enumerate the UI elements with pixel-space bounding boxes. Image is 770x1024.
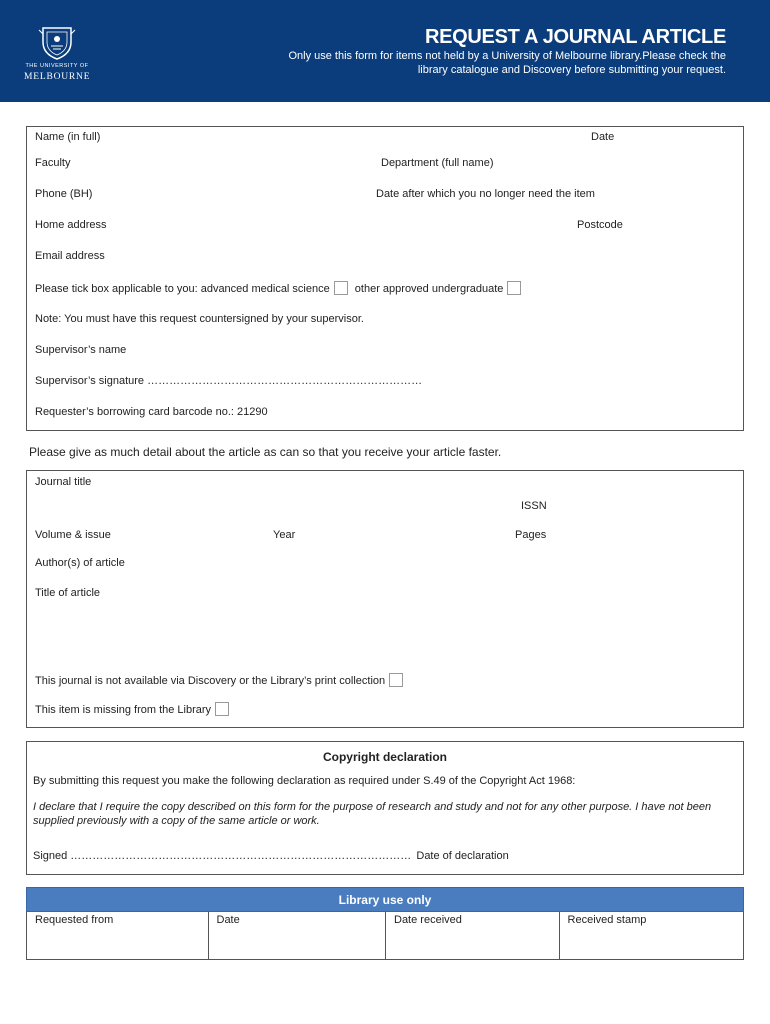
tick-prompt-label: Please tick box applicable to you: advanced medical science xyxy=(35,283,330,295)
not-available-label: This journal is not available via Discovery or the Library’s print collection xyxy=(35,675,386,687)
supervisor-name-field[interactable]: Supervisor’s name xyxy=(35,344,127,356)
article-intro: Please give as much detail about the article as can so that you receive your article faster. xyxy=(29,445,502,459)
missing-checkbox[interactable] xyxy=(215,702,229,716)
copyright-statement: By submitting this request you make the following declaration as required under S.49 of the Copyright Act 1968: xyxy=(33,775,576,787)
date-field[interactable]: Date xyxy=(591,131,615,143)
name-field[interactable]: Name (in full) xyxy=(35,131,101,143)
copyright-heading: Copyright declaration xyxy=(322,750,447,764)
faculty-field[interactable]: Faculty xyxy=(35,157,71,169)
issn-field[interactable]: ISSN xyxy=(521,500,547,512)
requester-section xyxy=(26,126,744,431)
requested-from-cell[interactable]: Requested from xyxy=(27,912,209,959)
university-logo xyxy=(24,24,94,86)
received-stamp-cell[interactable]: Received stamp xyxy=(567,914,647,926)
other-undergraduate-label: other approved undergraduate xyxy=(354,283,504,295)
logo-line1: THE UNIVERSITY OF xyxy=(25,63,89,69)
not-available-checkbox[interactable] xyxy=(389,673,403,687)
article-title-field[interactable]: Title of article xyxy=(35,587,101,599)
missing-row xyxy=(35,702,229,716)
supervisor-signature-field[interactable]: Supervisor’s signature ………………………………………………………………… xyxy=(35,375,423,387)
copyright-section xyxy=(26,741,744,875)
date-received-cell[interactable]: Date received xyxy=(386,912,560,959)
medical-science-checkbox[interactable] xyxy=(334,281,348,295)
volume-issue-field[interactable]: Volume & issue xyxy=(35,529,111,541)
date-no-longer-field[interactable]: Date after which you no longer need the item xyxy=(376,188,595,200)
year-field[interactable]: Year xyxy=(273,529,296,541)
signed-field[interactable]: Signed ………………………………………………………………………………… xyxy=(33,850,412,862)
library-use-table xyxy=(26,912,744,960)
department-field[interactable]: Department (full name) xyxy=(381,157,494,169)
not-available-row xyxy=(35,673,403,687)
authors-field[interactable]: Author(s) of article xyxy=(35,557,125,569)
library-use-heading: Library use only xyxy=(26,887,744,912)
date-of-declaration-field[interactable]: Date of declaration xyxy=(416,850,509,862)
missing-label: This item is missing from the Library xyxy=(35,704,212,716)
page-subtitle: Only use this form for items not held by a University of Melbourne library.Please check the library catalogue and Discovery before submitting your request. xyxy=(288,50,726,76)
other-undergraduate-checkbox[interactable] xyxy=(507,281,521,295)
pages-field[interactable]: Pages xyxy=(515,529,547,541)
logo-line2: MELBOURNE xyxy=(24,72,91,82)
email-field[interactable]: Email address xyxy=(35,250,105,262)
crest-icon xyxy=(37,24,77,60)
phone-field[interactable]: Phone (BH) xyxy=(35,188,93,200)
copyright-declaration-text: I declare that I require the copy described on this form for the purpose of research and study and not for any other purpose. I have not been supplied previously with a copy of the same article or work. xyxy=(33,801,712,827)
barcode-field[interactable]: Requester’s borrowing card barcode no.: 21290 xyxy=(35,406,268,418)
page-title: REQUEST A JOURNAL ARTICLE xyxy=(424,26,726,48)
supervisor-note: Note: You must have this request countersigned by your supervisor. xyxy=(35,313,364,325)
signed-row xyxy=(33,850,509,862)
home-address-field[interactable]: Home address xyxy=(35,219,107,231)
tick-box-row xyxy=(35,281,521,295)
article-section xyxy=(26,470,744,728)
library-date-cell[interactable]: Date xyxy=(209,912,387,959)
journal-title-field[interactable]: Journal title xyxy=(35,476,92,488)
header-banner xyxy=(0,0,770,102)
postcode-field[interactable]: Postcode xyxy=(577,219,623,231)
